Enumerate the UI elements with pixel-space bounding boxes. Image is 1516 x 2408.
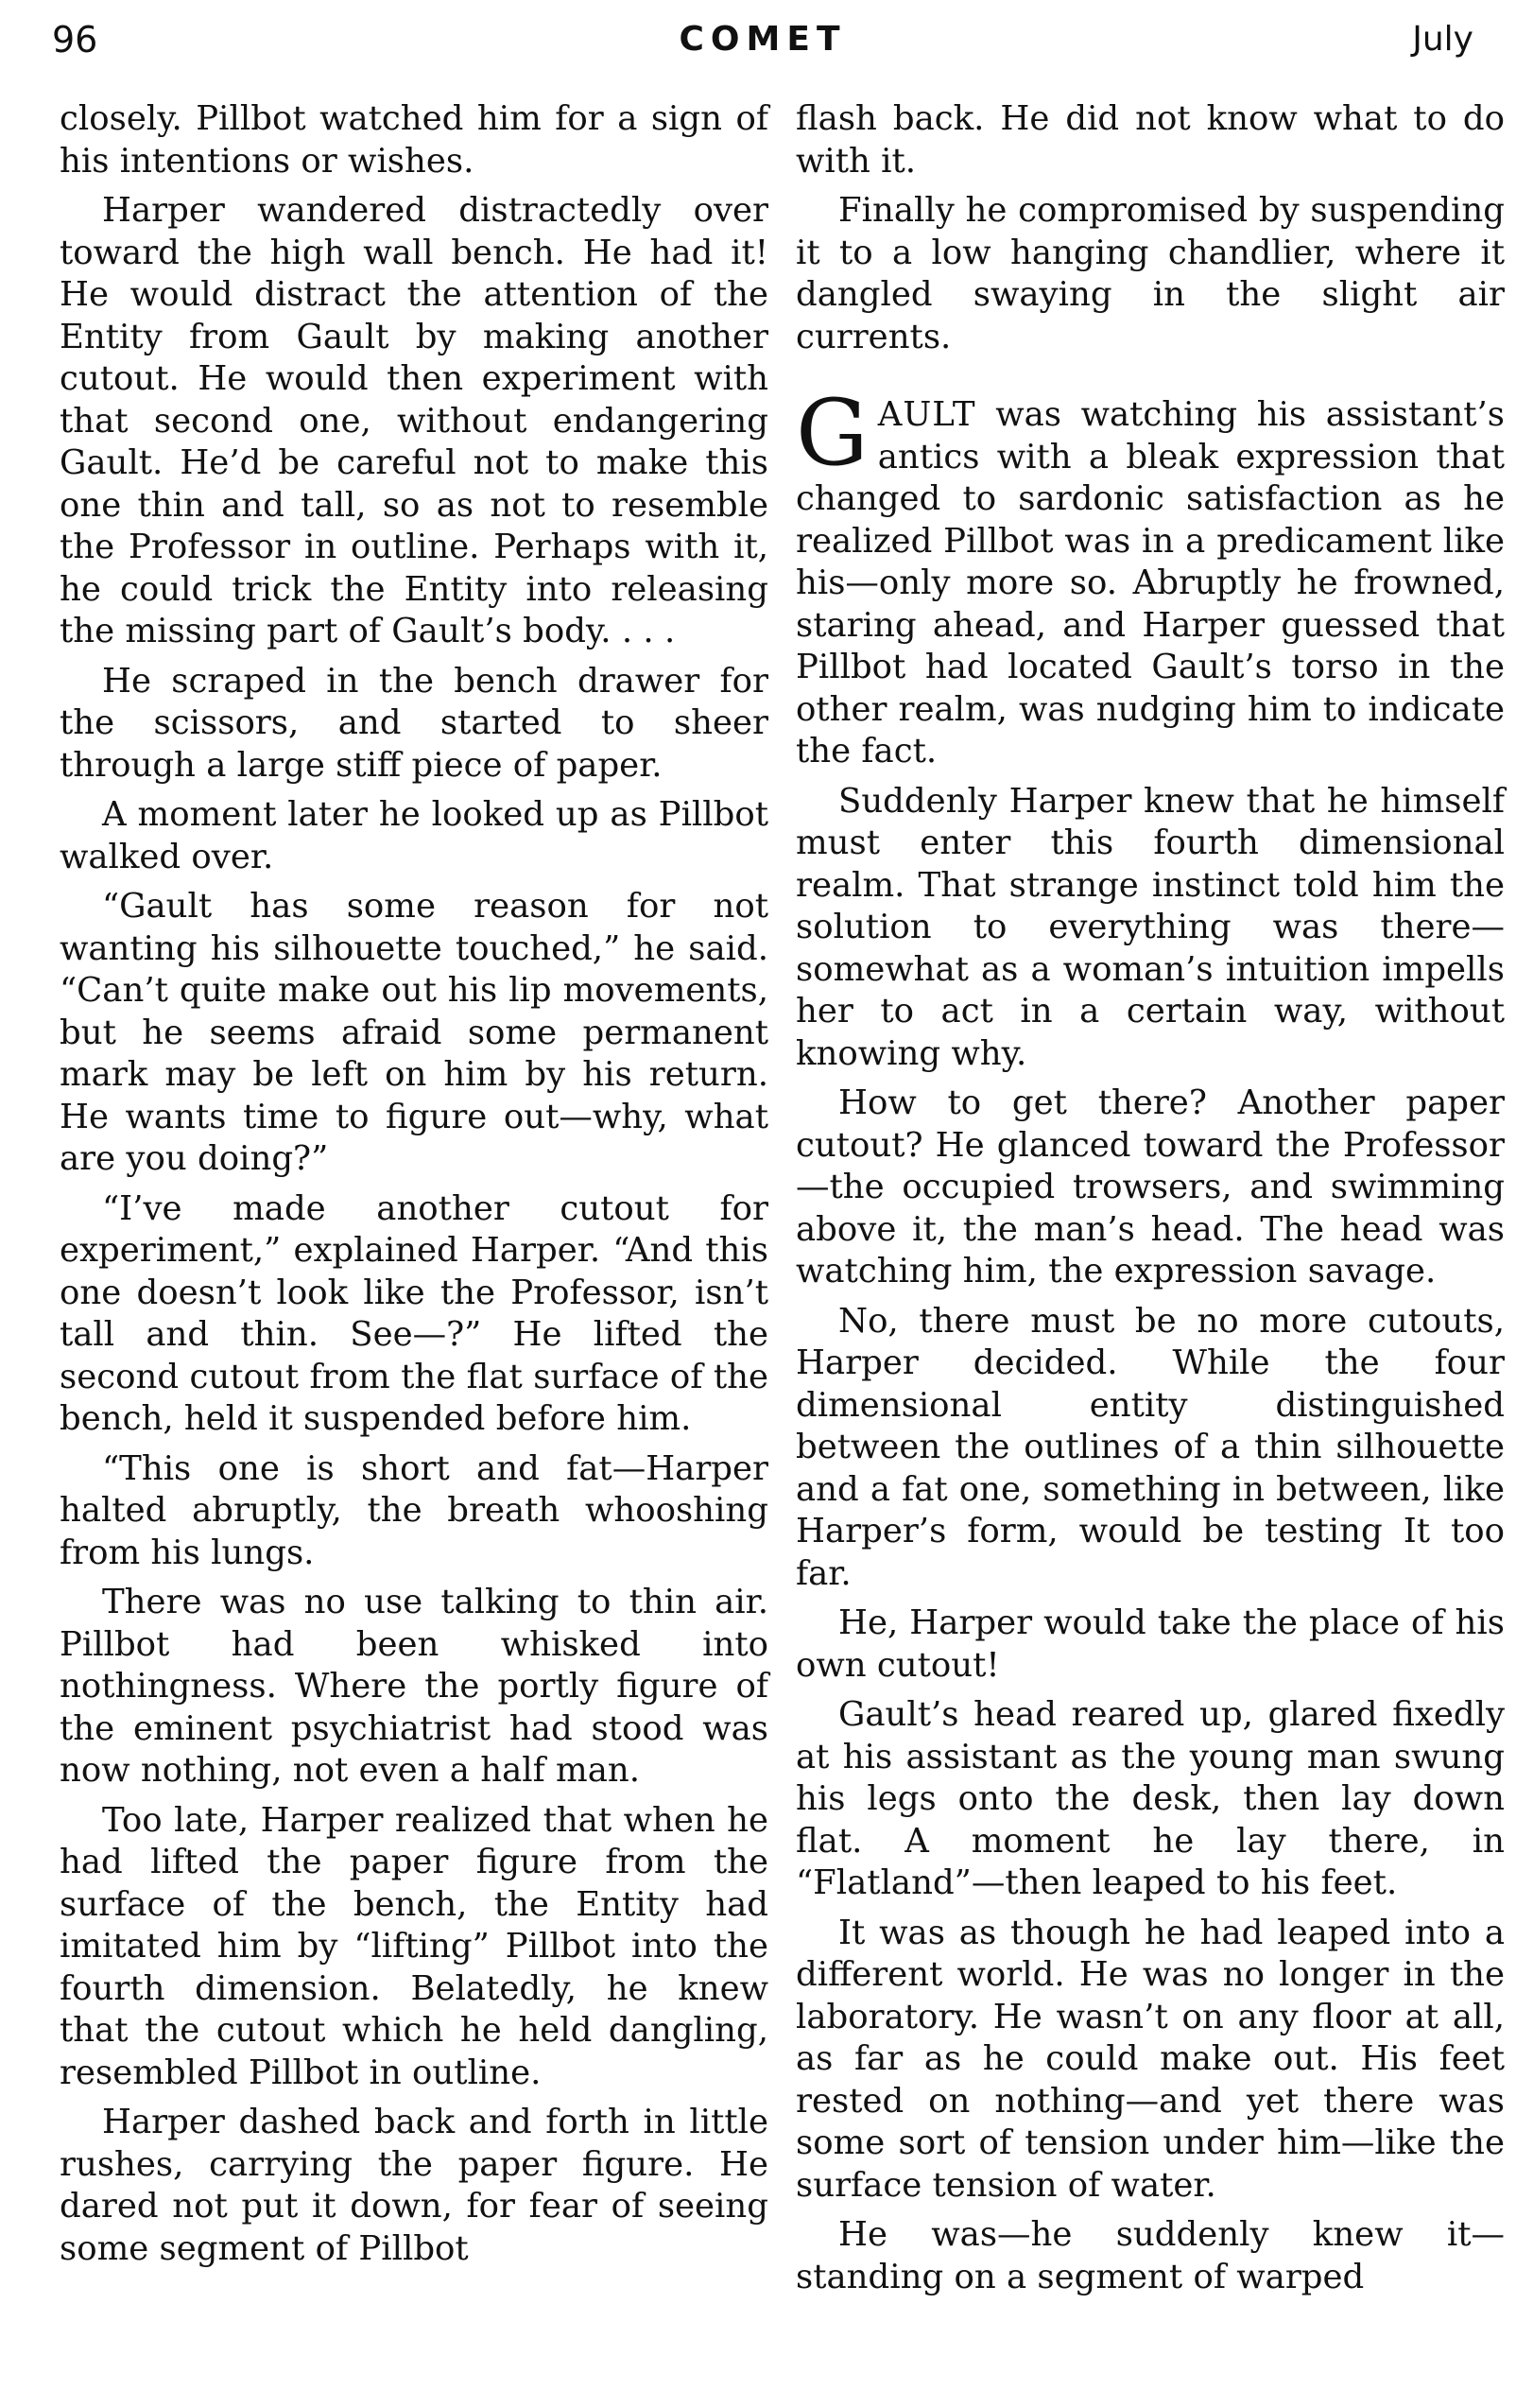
paragraph: There was no use talking to thin air. Pillbot had been whisked into nothingness. Where the portly figure of the eminent psychiatrist had stood was now nothing, not even a half man.	[60, 1583, 768, 1790]
section-start-paragraph	[796, 380, 1505, 773]
left-column	[60, 98, 768, 2278]
paragraph: Gault’s head reared up, glared fixedly at his assistant as the young man swung his legs onto the desk, then lay down flat. A moment he lay there, in “Flatland”—then leaped to his feet.	[796, 1695, 1505, 1902]
paragraph: Suddenly Harper knew that he himself must enter this fourth dimensional realm. That strange instinct told him the solution to everything was there—somewhat as a woman’s intuition impells her to act in a certain way, without knowing why.	[796, 781, 1505, 1073]
paragraph: It was as though he had leaped into a different world. He was no longer in the laboratory. He wasn’t on any floor at all, as far as he could make out. His feet rested on nothing—and yet there was some sort of tension under him—like the surface tension of water.	[796, 1913, 1505, 2205]
paragraph: A moment later he looked up as Pillbot walked over.	[60, 795, 768, 876]
paragraph: “I’ve made another cutout for experiment,” explained Harper. “And this one doesn’t look like the Professor, isn’t tall and thin. See—?” He lifted the second cutout from the flat surface of the bench, held it suspended before him.	[60, 1188, 768, 1438]
paragraph: flash back. He did not know what to do with it.	[796, 99, 1505, 181]
paragraph: He scraped in the bench drawer for the scissors, and started to sheer through a large stiff piece of paper.	[60, 661, 768, 785]
paragraph-text: was watching his assistant’s antics with a bleak expression that changed to sardonic satisfaction as he realized Pillbot was in a predicament like his—only more so. Abruptly he frowned, staring ahead, and Harper guessed that Pillbot had located Gault’s torso in the other realm, was nudging him to indicate the fact.	[796, 395, 1505, 771]
issue-month: July	[1412, 20, 1473, 59]
paragraph: “Gault has some reason for not wanting his silhouette touched,” he said. “Can’t quite make out his lip movements, but he seems afraid some permanent mark may be left on him by his return. He wants time to figure out—why, what are you doing?”	[60, 887, 768, 1178]
paragraph: How to get there? Another paper cutout? He glanced toward the Professor—the occupied trowsers, and swimming above it, the man’s head. The head was watching him, the expression savage.	[796, 1083, 1505, 1291]
paragraph: closely. Pillbot watched him for a sign of his intentions or wishes.	[60, 99, 768, 181]
paragraph: “This one is short and fat—Harper halted abruptly, the breath whooshing from his lungs.	[60, 1448, 768, 1572]
paragraph: He was—he suddenly knew it—standing on a segment of warped	[796, 2215, 1505, 2296]
paragraph: Finally he compromised by suspending it to a low hanging chandlier, where it dangled swaying in the slight air currents.	[796, 191, 1505, 356]
drop-cap: G	[796, 380, 869, 486]
paragraph: He, Harper would take the place of his own cutout!	[796, 1603, 1505, 1685]
paragraph: Harper wandered distractedly over toward the high wall bench. He had it! He would distract the attention of the Entity from Gault by making another cutout. He would then experiment with that second one, without endangering Gault. He’d be careful not to make this one thin and tall, so as not to resemble the Professor in outline. Perhaps with it, he could trick the Entity into releasing the missing part of Gault’s body. . . .	[60, 191, 768, 650]
page-header	[52, 11, 1473, 68]
paragraph: Harper dashed back and forth in little rushes, carrying the paper figure. He dared not put it down, for fear of seeing some segment of Pillbot	[60, 2103, 768, 2268]
right-column	[796, 98, 1505, 2306]
magazine-title: COMET	[679, 20, 847, 59]
small-caps-lead: AULT	[877, 395, 976, 434]
paragraph: Too late, Harper realized that when he had lifted the paper figure from the surface of the bench, the Entity had imitated him by “lifting” Pillbot into the fourth dimension. Belatedly, he knew that the cutout which he held dangling, resembled Pillbot in outline.	[60, 1800, 768, 2092]
paragraph: No, there must be no more cutouts, Harper decided. While the four dimensional entity distinguished between the outlines of a thin silhouette and a fat one, something in between, like Harper’s form, would be testing It too far.	[796, 1301, 1505, 1593]
page-number: 96	[52, 19, 98, 61]
